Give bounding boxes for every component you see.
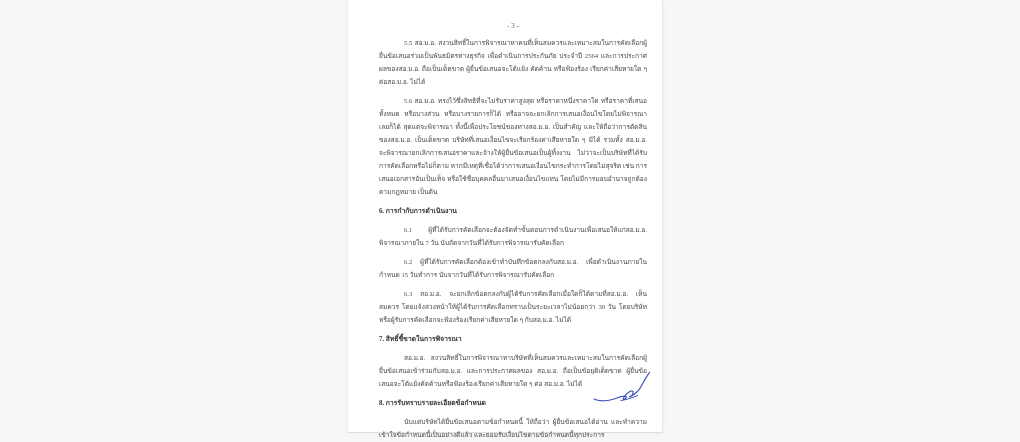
section-heading-7: 7. สิทธิ์ชี้ขาดในการพิจารณา	[379, 336, 462, 343]
section-heading-8: 8. การรับทราบรายละเอียดข้อกำหนด	[379, 400, 486, 407]
document-page	[347, 0, 663, 439]
signature-stroke	[594, 373, 650, 401]
paragraph-8-body: นับแต่บริษัทได้ยื่นข้อเสนอตามข้อกำหนดนี้ ให้ถือว่า ผู้ยื่นข้อเสนอได้อ่าน และทำความเข้าใจข้อกำหนดนี้เป็นอย่างดีแล้ว และยอมรับเงื่อนไขตามข้อกำหนดนี้ทุกประการ	[379, 419, 647, 439]
paragraph-5-6: 5.6 สอ.ม.อ. ทรงไว้ซึ่งสิทธิที่จะไม่รับราคาสูงสุด หรือราคาหนึ่งราคาใด หรือราคาที่เสนอทั้งหมด หรือบางส่วน หรือบางรายการก็ได้ หรืออาจจะยกเลิกการเสนอเงื่อนไขโดยไม่พิจารณาเลยก็ได้ สุดแต่จะพิจารณา ทั้งนี้เพื่อประโยชน์ของทางสอ.ม.อ. เป็นสำคัญ และให้ถือว่าการตัดสินของสอ.ม.อ. เป็นเด็ดขาด บริษัทที่เสนอเงื่อนไขจะเรียกร้องค่าเสียหายใด ๆ มิได้ รวมทั้ง สอ.ม.อ. จะพิจารณายกเลิกการเสนอราคาและจ้างให้ผู้ยื่นข้อเสนอเป็นผู้ทิ้งงาน ไม่ว่าจะเป็นบริษัทที่ได้รับการคัดเลือกหรือไม่ก็ตาม หากมีเหตุที่เชื่อได้ว่าการเสนอเงื่อนไขกระทำการโดยไม่สุจริต เช่น การเสนอเอกสารอันเป็นเท็จ หรือใช้ชื่อบุคคลอื่นมาเสนอเงื่อนไขแทน โดยไม่มีการมอบอำนาจถูกต้องตามกฎหมาย เป็นต้น	[379, 98, 647, 196]
paragraph-6-2: 6.2 ผู้ที่ได้รับการคัดเลือกต้องเข้าทำบันทึกข้อตกลงกับสอ.ม.อ. เพื่อดำเนินงานภายในกำหนด 15 วันทำการ นับจากวันที่ได้รับการพิจารณารับคัดเลือก	[379, 259, 647, 279]
page-number: - 3 -	[507, 22, 519, 30]
paragraph-6-3: 6.3 สอ.ม.อ. จะยกเลิกข้อตกลงกับผู้ได้รับการคัดเลือกเมื่อใดก็ได้ตามที่สอ.ม.อ. เห็นสมควร โดยแจ้งล่วงหน้าให้ผู้ได้รับการคัดเลือกทราบเป็นระยะเวลาไม่น้อยกว่า 30 วัน โดยบริษัทหรือผู้รับการคัดเลือกจะฟ้องร้องเรียกค่าเสียหายใด ๆ กับสอ.ม.อ. ไม่ได้	[379, 291, 647, 324]
paragraph-6-1: 6.1 ผู้ที่ได้รับการคัดเลือกจะต้องจัดทำขั้นตอนการดำเนินงานเพื่อเสนอให้แก่สอ.ม.อ. พิจารณาภายใน 7 วัน นับถัดจากวันที่ได้รับการพิจารณารับคัดเลือก	[379, 227, 647, 247]
paragraph-7-body: สอ.ม.อ. สงวนสิทธิ์ในการพิจารณาหาบริษัทที่เห็นสมควรและเหมาะสมในการคัดเลือกผู้ยื่นข้อเสนอเข้าร่วมกับสอ.ม.อ. และการประกาศผลของ สอ.ม.อ. ถือเป็นข้อยุติเด็ดขาด ผู้ยื่นข้อเสนอจะโต้แย้งคัดค้านหรือฟ้องร้องเรียกค่าเสียหายใด ๆ ต่อ สอ.ม.อ. ไม่ได้	[379, 355, 647, 388]
section-heading-6: 6. การกำกับการดำเนินงาน	[379, 208, 457, 215]
paragraph-5-5: 5.5 สอ.ม.อ. สงวนสิทธิ์ในการพิจารณาหาคนที่เห็นสมควรและเหมาะสมในการคัดเลือกผู้ยื่นข้อเสนอร่วมเป็นพันธมิตรทางธุรกิจ เพื่อดำเนินการประกันภัย ประจำปี 2564 และการประกาศผลของสอ.ม.อ. ถือเป็นเด็ดขาด ผู้ยื่นข้อเสนอจะโต้แย้ง คัดค้าน หรือฟ้องร้อง เรียกค่าเสียหายใด ๆ ต่อสอ.ม.อ. ไม่ได้	[379, 40, 647, 86]
signature-scribble-icon	[591, 370, 655, 410]
